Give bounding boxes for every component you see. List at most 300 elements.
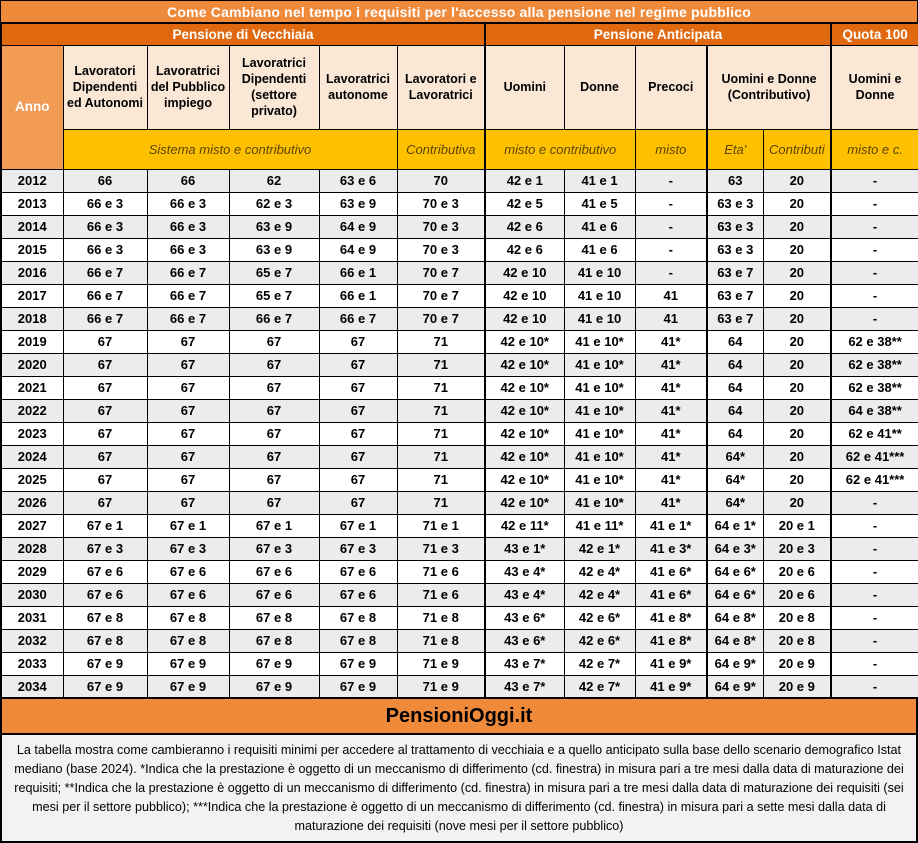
value-cell: 71 e 9: [397, 652, 485, 675]
value-cell: 63 e 9: [319, 192, 397, 215]
table-row: [1, 238, 918, 261]
value-cell: 67: [229, 353, 319, 376]
value-cell: 64*: [707, 468, 763, 491]
table-row: [1, 514, 918, 537]
value-cell: 41 e 10*: [564, 422, 635, 445]
value-cell: -: [635, 215, 707, 238]
value-cell: -: [831, 192, 918, 215]
column-header-lavoratori-lavoratrici: Lavoratori e Lavoratrici: [397, 45, 485, 129]
value-cell: 63 e 6: [319, 169, 397, 192]
value-cell: 66 e 3: [147, 238, 229, 261]
value-cell: 43 e 6*: [485, 606, 564, 629]
subheader-eta: Eta': [707, 129, 763, 169]
table-row: [1, 583, 918, 606]
year-cell: 2034: [1, 675, 63, 698]
value-cell: 63 e 9: [229, 215, 319, 238]
value-cell: 67 e 1: [63, 514, 147, 537]
value-cell: 67: [63, 353, 147, 376]
value-cell: -: [635, 169, 707, 192]
value-cell: 71: [397, 399, 485, 422]
value-cell: 41 e 10*: [564, 491, 635, 514]
value-cell: 67 e 6: [319, 560, 397, 583]
year-cell: 2029: [1, 560, 63, 583]
table-row: [1, 629, 918, 652]
value-cell: 67: [147, 399, 229, 422]
value-cell: 67: [63, 445, 147, 468]
value-cell: -: [831, 629, 918, 652]
value-cell: 41 e 6: [564, 238, 635, 261]
value-cell: 62 e 38**: [831, 353, 918, 376]
year-cell: 2020: [1, 353, 63, 376]
year-cell: 2026: [1, 491, 63, 514]
value-cell: 41 e 9*: [635, 675, 707, 698]
value-cell: 67: [229, 491, 319, 514]
value-cell: 41 e 1: [564, 169, 635, 192]
year-cell: 2019: [1, 330, 63, 353]
value-cell: 66 e 3: [63, 238, 147, 261]
value-cell: 42 e 10*: [485, 330, 564, 353]
value-cell: 41 e 1*: [635, 514, 707, 537]
value-cell: 67: [229, 468, 319, 491]
subheader-misto-e-c: misto e c.: [831, 129, 918, 169]
value-cell: 71 e 6: [397, 583, 485, 606]
value-cell: 63 e 7: [707, 284, 763, 307]
value-cell: 62 e 3: [229, 192, 319, 215]
value-cell: -: [831, 537, 918, 560]
value-cell: 67 e 6: [229, 560, 319, 583]
value-cell: 20 e 1: [763, 514, 831, 537]
year-cell: 2023: [1, 422, 63, 445]
value-cell: 63: [707, 169, 763, 192]
value-cell: 71: [397, 376, 485, 399]
value-cell: 71: [397, 468, 485, 491]
value-cell: 66 e 7: [63, 307, 147, 330]
value-cell: 41*: [635, 445, 707, 468]
value-cell: 42 e 5: [485, 192, 564, 215]
value-cell: 71 e 8: [397, 606, 485, 629]
table-row: [1, 560, 918, 583]
value-cell: 20: [763, 468, 831, 491]
year-cell: 2016: [1, 261, 63, 284]
value-cell: 41 e 5: [564, 192, 635, 215]
value-cell: 62 e 41***: [831, 445, 918, 468]
value-cell: 67 e 8: [229, 606, 319, 629]
value-cell: 67 e 6: [63, 560, 147, 583]
value-cell: 67: [319, 422, 397, 445]
value-cell: 67: [319, 376, 397, 399]
value-cell: 66 e 3: [147, 215, 229, 238]
footnote-text: La tabella mostra come cambieranno i requisiti minimi per accedere al trattamento di vecchiaia e a quello anticipato sulla base dello scenario demografico Istat mediano (base 2024). *Indica che la prestazione è oggetto di un meccanismo di differimento (cd. finestra) in misura pari a tre mesi dalla data di maturazione dei requisiti; **Indica che la prestazione è oggetto di un meccanismo di differimento (cd. finestra) in misura pari a tre mesi dalla data di maturazione dei requisiti (sei mesi per il settore pubblico); ***Indica che la prestazione è oggetto di un meccanismo di differimento (cd. finestra) in misura pari a sette mesi dalla data di maturazione dei requisiti (nove mesi per il settore pubblico): [14, 743, 904, 833]
value-cell: 67 e 3: [319, 537, 397, 560]
value-cell: 63 e 3: [707, 238, 763, 261]
value-cell: 20 e 3: [763, 537, 831, 560]
column-header-quota100-uomini-donne: Uomini e Donne: [831, 45, 918, 129]
value-cell: 20: [763, 169, 831, 192]
value-cell: -: [635, 261, 707, 284]
value-cell: 20: [763, 307, 831, 330]
value-cell: -: [831, 238, 918, 261]
table-row: [1, 261, 918, 284]
value-cell: 20: [763, 261, 831, 284]
value-cell: 41 e 8*: [635, 629, 707, 652]
year-cell: 2032: [1, 629, 63, 652]
column-header-contributivo: Uomini e Donne (Contributivo): [707, 45, 831, 129]
value-cell: 64 e 8*: [707, 606, 763, 629]
value-cell: 41: [635, 284, 707, 307]
value-cell: 66 e 7: [147, 284, 229, 307]
value-cell: -: [831, 675, 918, 698]
table-row: [1, 422, 918, 445]
year-cell: 2027: [1, 514, 63, 537]
subheader-misto: misto: [635, 129, 707, 169]
value-cell: -: [831, 284, 918, 307]
value-cell: 20: [763, 399, 831, 422]
value-cell: 71 e 8: [397, 629, 485, 652]
value-cell: 66: [147, 169, 229, 192]
value-cell: 67: [319, 491, 397, 514]
value-cell: 42 e 10*: [485, 445, 564, 468]
value-cell: 67: [319, 468, 397, 491]
value-cell: 64 e 8*: [707, 629, 763, 652]
table-row: [1, 606, 918, 629]
value-cell: 42 e 10*: [485, 491, 564, 514]
subheader-sistema-misto: Sistema misto e contributivo: [63, 129, 397, 169]
value-cell: 67 e 8: [229, 629, 319, 652]
value-cell: 67: [147, 330, 229, 353]
value-cell: 67: [319, 399, 397, 422]
value-cell: 41*: [635, 353, 707, 376]
value-cell: 67 e 9: [229, 675, 319, 698]
value-cell: 67 e 6: [229, 583, 319, 606]
value-cell: 66 e 7: [147, 261, 229, 284]
value-cell: 64*: [707, 491, 763, 514]
value-cell: 63 e 7: [707, 307, 763, 330]
year-cell: 2030: [1, 583, 63, 606]
value-cell: 71 e 3: [397, 537, 485, 560]
value-cell: 64: [707, 399, 763, 422]
value-cell: 20: [763, 353, 831, 376]
page-title: Come Cambiano nel tempo i requisiti per l'accesso alla pensione nel regime pubblico: [0, 0, 918, 22]
value-cell: 41 e 3*: [635, 537, 707, 560]
value-cell: 65 e 7: [229, 261, 319, 284]
column-header-precoci: Precoci: [635, 45, 707, 129]
pension-requirements-table: [0, 22, 918, 699]
value-cell: 63 e 3: [707, 215, 763, 238]
value-cell: 64 e 1*: [707, 514, 763, 537]
value-cell: -: [831, 169, 918, 192]
value-cell: -: [635, 238, 707, 261]
table-row: [1, 652, 918, 675]
value-cell: 20: [763, 192, 831, 215]
value-cell: 67 e 9: [147, 652, 229, 675]
value-cell: -: [831, 514, 918, 537]
table-row: [1, 353, 918, 376]
group-header-anticipata: Pensione Anticipata: [485, 23, 831, 45]
table-row: [1, 376, 918, 399]
value-cell: 41*: [635, 330, 707, 353]
value-cell: 62 e 41**: [831, 422, 918, 445]
value-cell: 20: [763, 330, 831, 353]
value-cell: -: [831, 215, 918, 238]
value-cell: 71: [397, 353, 485, 376]
year-cell: 2018: [1, 307, 63, 330]
table-row: [1, 468, 918, 491]
value-cell: 62 e 38**: [831, 330, 918, 353]
value-cell: 71: [397, 445, 485, 468]
value-cell: 42 e 1: [485, 169, 564, 192]
value-cell: -: [831, 606, 918, 629]
value-cell: 66: [63, 169, 147, 192]
value-cell: 66 e 7: [319, 307, 397, 330]
value-cell: 67: [229, 399, 319, 422]
value-cell: 67 e 8: [147, 629, 229, 652]
table-row: [1, 537, 918, 560]
value-cell: 70 e 3: [397, 215, 485, 238]
value-cell: 67 e 6: [147, 583, 229, 606]
value-cell: 41 e 6*: [635, 583, 707, 606]
value-cell: 67 e 9: [63, 675, 147, 698]
table-row: [1, 284, 918, 307]
value-cell: 67 e 9: [319, 652, 397, 675]
value-cell: 42 e 4*: [564, 583, 635, 606]
year-cell: 2033: [1, 652, 63, 675]
value-cell: 64 e 9*: [707, 652, 763, 675]
value-cell: 43 e 4*: [485, 583, 564, 606]
value-cell: 67 e 1: [229, 514, 319, 537]
value-cell: 64 e 3*: [707, 537, 763, 560]
value-cell: 67: [63, 399, 147, 422]
value-cell: 41 e 10*: [564, 376, 635, 399]
value-cell: 67 e 1: [147, 514, 229, 537]
value-cell: 41 e 11*: [564, 514, 635, 537]
value-cell: -: [831, 261, 918, 284]
year-cell: 2022: [1, 399, 63, 422]
value-cell: -: [831, 560, 918, 583]
value-cell: 67 e 9: [63, 652, 147, 675]
value-cell: 67: [147, 376, 229, 399]
year-cell: 2014: [1, 215, 63, 238]
value-cell: 67 e 1: [319, 514, 397, 537]
value-cell: 66 e 7: [229, 307, 319, 330]
column-header-autonome: Lavoratrici autonome: [319, 45, 397, 129]
value-cell: 43 e 4*: [485, 560, 564, 583]
value-cell: 66 e 7: [63, 261, 147, 284]
value-cell: 66 e 7: [147, 307, 229, 330]
value-cell: 67: [63, 422, 147, 445]
value-cell: 70 e 3: [397, 238, 485, 261]
value-cell: 42 e 4*: [564, 560, 635, 583]
value-cell: 41*: [635, 491, 707, 514]
value-cell: 66 e 1: [319, 284, 397, 307]
value-cell: 63 e 3: [707, 192, 763, 215]
value-cell: 70 e 7: [397, 307, 485, 330]
value-cell: 41 e 10*: [564, 445, 635, 468]
value-cell: 66 e 3: [147, 192, 229, 215]
value-cell: 66 e 1: [319, 261, 397, 284]
value-cell: 67: [63, 376, 147, 399]
value-cell: 67 e 8: [63, 629, 147, 652]
value-cell: 67: [319, 445, 397, 468]
brand-logo-text: PensioniOggi.it: [385, 704, 533, 727]
value-cell: 71 e 6: [397, 560, 485, 583]
column-header-row: [1, 45, 918, 129]
value-cell: 41*: [635, 376, 707, 399]
value-cell: 41*: [635, 399, 707, 422]
value-cell: 67: [147, 491, 229, 514]
value-cell: 20 e 9: [763, 652, 831, 675]
value-cell: 70 e 3: [397, 192, 485, 215]
value-cell: 41 e 10*: [564, 353, 635, 376]
value-cell: 20 e 9: [763, 675, 831, 698]
value-cell: 62: [229, 169, 319, 192]
table-row: [1, 330, 918, 353]
value-cell: 20: [763, 422, 831, 445]
brand-bar: [0, 699, 918, 735]
subheader-contributiva: Contributiva: [397, 129, 485, 169]
value-cell: 64 e 38**: [831, 399, 918, 422]
value-cell: 67 e 8: [319, 606, 397, 629]
value-cell: 42 e 6*: [564, 606, 635, 629]
value-cell: 71: [397, 330, 485, 353]
value-cell: 41 e 10: [564, 307, 635, 330]
value-cell: 67: [63, 491, 147, 514]
value-cell: 64*: [707, 445, 763, 468]
group-header-quota100: Quota 100: [831, 23, 918, 45]
table-row: [1, 675, 918, 698]
value-cell: 66 e 7: [63, 284, 147, 307]
value-cell: 42 e 11*: [485, 514, 564, 537]
table-body: [1, 169, 918, 698]
value-cell: 71: [397, 491, 485, 514]
value-cell: 66 e 3: [63, 215, 147, 238]
value-cell: 42 e 6: [485, 238, 564, 261]
value-cell: 67: [229, 445, 319, 468]
value-cell: 20 e 8: [763, 629, 831, 652]
value-cell: 67: [319, 353, 397, 376]
value-cell: 42 e 10*: [485, 468, 564, 491]
value-cell: 41*: [635, 422, 707, 445]
table-row: [1, 491, 918, 514]
value-cell: 42 e 10*: [485, 376, 564, 399]
value-cell: 63 e 7: [707, 261, 763, 284]
value-cell: 67 e 8: [147, 606, 229, 629]
group-header-vecchiaia: Pensione di Vecchiaia: [1, 23, 485, 45]
value-cell: 67 e 9: [229, 652, 319, 675]
value-cell: 67 e 6: [63, 583, 147, 606]
value-cell: 64: [707, 376, 763, 399]
value-cell: 67: [63, 468, 147, 491]
table-row: [1, 307, 918, 330]
year-cell: 2015: [1, 238, 63, 261]
value-cell: 67 e 8: [319, 629, 397, 652]
value-cell: 67: [229, 376, 319, 399]
value-cell: 20: [763, 491, 831, 514]
value-cell: 67: [319, 330, 397, 353]
value-cell: 43 e 7*: [485, 675, 564, 698]
subheader-contributi: Contributi: [763, 129, 831, 169]
value-cell: 67 e 8: [63, 606, 147, 629]
table-row: [1, 399, 918, 422]
year-cell: 2025: [1, 468, 63, 491]
value-cell: 70: [397, 169, 485, 192]
year-cell: 2021: [1, 376, 63, 399]
value-cell: 43 e 6*: [485, 629, 564, 652]
value-cell: 41*: [635, 468, 707, 491]
year-cell: 2017: [1, 284, 63, 307]
value-cell: 41 e 10*: [564, 468, 635, 491]
value-cell: 42 e 10: [485, 307, 564, 330]
value-cell: 41 e 10*: [564, 330, 635, 353]
value-cell: 67: [63, 330, 147, 353]
value-cell: 20 e 6: [763, 583, 831, 606]
year-cell: 2028: [1, 537, 63, 560]
table-row: [1, 169, 918, 192]
value-cell: 67: [229, 330, 319, 353]
value-cell: 64 e 9*: [707, 675, 763, 698]
value-cell: 42 e 7*: [564, 675, 635, 698]
value-cell: 71 e 1: [397, 514, 485, 537]
value-cell: 64: [707, 330, 763, 353]
value-cell: 20: [763, 445, 831, 468]
regime-subheader-row: [1, 129, 918, 169]
value-cell: 71: [397, 422, 485, 445]
value-cell: 41 e 9*: [635, 652, 707, 675]
value-cell: 71 e 9: [397, 675, 485, 698]
value-cell: 20 e 8: [763, 606, 831, 629]
value-cell: 42 e 10*: [485, 422, 564, 445]
value-cell: 20: [763, 215, 831, 238]
value-cell: 43 e 7*: [485, 652, 564, 675]
value-cell: 63 e 9: [229, 238, 319, 261]
value-cell: 20: [763, 238, 831, 261]
value-cell: 67: [147, 353, 229, 376]
column-header-dipendenti-privato: Lavoratrici Dipendenti (settore privato): [229, 45, 319, 129]
table-row: [1, 445, 918, 468]
year-cell: 2013: [1, 192, 63, 215]
column-header-pubblico-impiego: Lavoratrici del Pubblico impiego: [147, 45, 229, 129]
value-cell: 66 e 3: [63, 192, 147, 215]
value-cell: 67: [147, 445, 229, 468]
column-header-donne: Donne: [564, 45, 635, 129]
value-cell: 64 e 9: [319, 238, 397, 261]
value-cell: 65 e 7: [229, 284, 319, 307]
value-cell: 41 e 10*: [564, 399, 635, 422]
value-cell: 67 e 9: [147, 675, 229, 698]
value-cell: 62 e 38**: [831, 376, 918, 399]
column-header-uomini: Uomini: [485, 45, 564, 129]
value-cell: 64: [707, 422, 763, 445]
value-cell: 42 e 6*: [564, 629, 635, 652]
value-cell: 67: [147, 422, 229, 445]
value-cell: 67 e 3: [63, 537, 147, 560]
table-row: [1, 192, 918, 215]
value-cell: 20: [763, 284, 831, 307]
value-cell: 20: [763, 376, 831, 399]
year-cell: 2012: [1, 169, 63, 192]
value-cell: 70 e 7: [397, 284, 485, 307]
table-row: [1, 215, 918, 238]
value-cell: 41 e 10: [564, 261, 635, 284]
value-cell: 41 e 8*: [635, 606, 707, 629]
value-cell: 20 e 6: [763, 560, 831, 583]
value-cell: 42 e 1*: [564, 537, 635, 560]
value-cell: 67 e 3: [229, 537, 319, 560]
value-cell: -: [635, 192, 707, 215]
value-cell: 67 e 6: [319, 583, 397, 606]
value-cell: -: [831, 307, 918, 330]
value-cell: 43 e 1*: [485, 537, 564, 560]
value-cell: 62 e 41***: [831, 468, 918, 491]
